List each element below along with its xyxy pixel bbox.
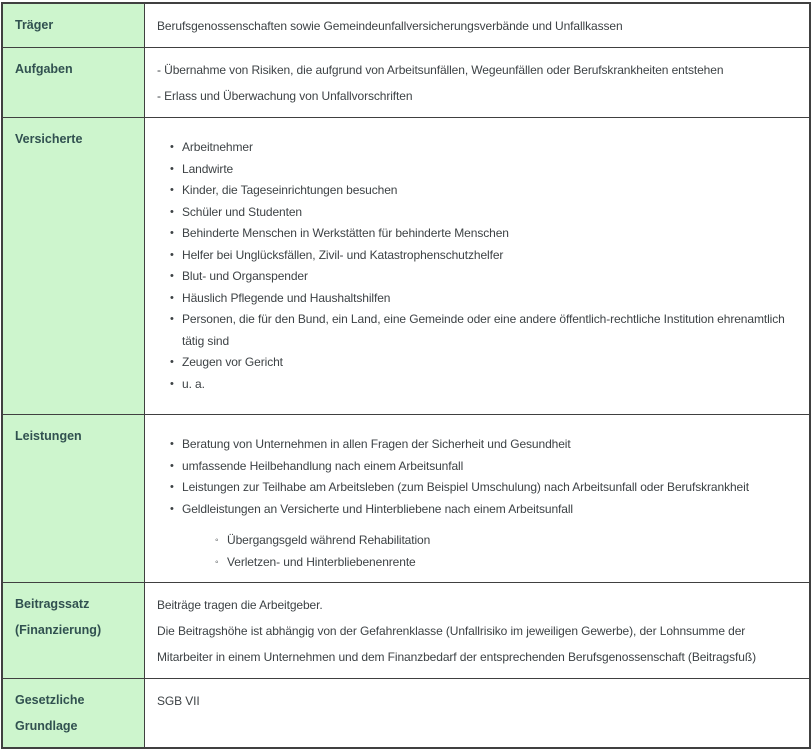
table-row-traeger — [3, 4, 809, 47]
list-item: • u. a. — [170, 374, 797, 396]
list-item — [170, 499, 797, 574]
list-item: • umfassende Heilbehandlung nach einem Arbeitsunfall — [170, 456, 797, 478]
accident-insurance-table — [1, 2, 811, 749]
row-content-traeger — [145, 4, 809, 47]
row-header-label: Beitragssatz (Finanzierung) — [15, 597, 102, 637]
aufgaben-line: - Übernahme von Risiken, die aufgrund von Arbeitsunfällen, Wegeunfällen oder Berufskrankheiten entstehen — [157, 63, 724, 77]
row-header-label: Träger — [15, 18, 54, 32]
list-item: • Beratung von Unternehmen in allen Fragen der Sicherheit und Gesundheit — [170, 434, 797, 456]
table-row-gesetzliche-grundlage — [3, 678, 809, 747]
row-header-gesetzliche-grundlage — [3, 679, 145, 747]
leistungen-list — [157, 434, 797, 573]
list-item: • Schüler und Studenten — [170, 202, 797, 224]
table-row-beitragssatz — [3, 582, 809, 678]
row-content-versicherte — [145, 118, 809, 414]
sublist-item: ◦ Verletzen- und Hinterbliebenenrente — [215, 552, 797, 574]
list-item: • Personen, die für den Bund, ein Land, eine Gemeinde oder eine andere öffentlich-rechtliche Institution ehrenamtlich tätig sind — [170, 309, 797, 352]
list-item-text: Geldleistungen an Versicherte und Hinterbliebene nach einem Arbeitsunfall — [182, 501, 573, 516]
row-header-leistungen — [3, 415, 145, 582]
beitragssatz-line: Die Beitragshöhe ist abhängig von der Gefahrenklasse (Unfallrisiko im jeweiligen Gewerbe), der Lohnsumme der Mitarbeiter in einem Unternehmen und dem Finanzbedarf der entsprechenden Berufsgenossenschaft (Beitragsfuß) — [157, 624, 756, 664]
aufgaben-line: - Erlass und Überwachung von Unfallvorschriften — [157, 89, 413, 103]
row-header-beitragssatz — [3, 583, 145, 678]
sublist-item: ◦ Übergangsgeld während Rehabilitation — [215, 530, 797, 552]
list-item: • Blut- und Organspender — [170, 266, 797, 288]
row-header-label: Aufgaben — [15, 62, 73, 76]
table-row-versicherte — [3, 117, 809, 414]
row-header-versicherte — [3, 118, 145, 414]
gesetzliche-grundlage-text: SGB VII — [157, 694, 200, 708]
table-row-aufgaben — [3, 47, 809, 117]
list-item: • Häuslich Pflegende und Haushaltshilfen — [170, 288, 797, 310]
row-header-label: Leistungen — [15, 429, 82, 443]
beitragssatz-line: Beiträge tragen die Arbeitgeber. — [157, 598, 323, 612]
row-header-label: Versicherte — [15, 132, 83, 146]
row-content-aufgaben — [145, 48, 809, 117]
row-header-traeger — [3, 4, 145, 47]
list-item: • Behinderte Menschen in Werkstätten für behinderte Menschen — [170, 223, 797, 245]
table-row-leistungen — [3, 414, 809, 582]
list-item: • Helfer bei Unglücksfällen, Zivil- und Katastrophenschutzhelfer — [170, 245, 797, 267]
list-item: • Kinder, die Tageseinrichtungen besuchen — [170, 180, 797, 202]
list-item: • Arbeitnehmer — [170, 137, 797, 159]
row-header-aufgaben — [3, 48, 145, 117]
versicherte-list — [157, 137, 797, 395]
list-item: • Leistungen zur Teilhabe am Arbeitsleben (zum Beispiel Umschulung) nach Arbeitsunfall oder Berufskrankheit — [170, 477, 797, 499]
row-content-beitragssatz — [145, 583, 809, 678]
list-item: • Landwirte — [170, 159, 797, 181]
geldleistungen-sublist — [182, 530, 797, 573]
row-content-gesetzliche-grundlage — [145, 679, 809, 747]
row-content-leistungen — [145, 415, 809, 582]
list-item: • Zeugen vor Gericht — [170, 352, 797, 374]
row-header-label: Gesetzliche Grundlage — [15, 693, 85, 733]
traeger-text: Berufsgenossenschaften sowie Gemeindeunfallversicherungsverbände und Unfallkassen — [157, 19, 623, 33]
